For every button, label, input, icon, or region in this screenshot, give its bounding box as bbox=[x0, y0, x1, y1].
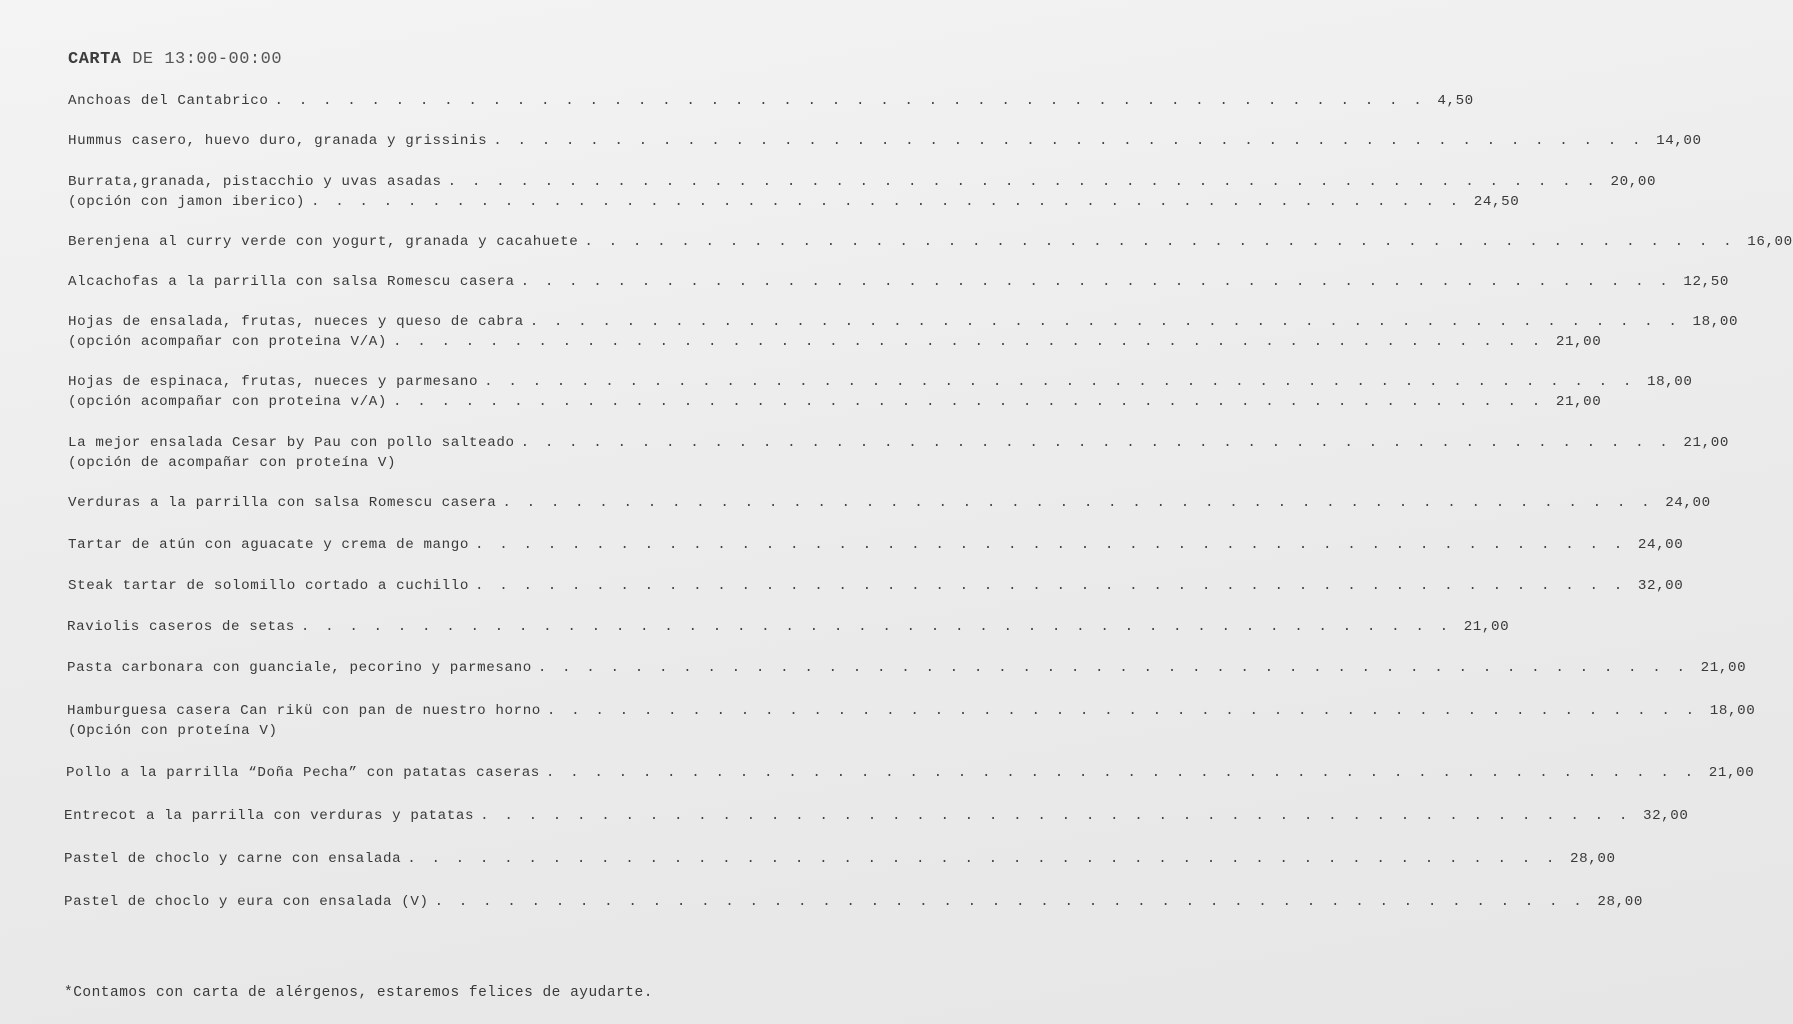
menu-item-price: 21,00 bbox=[1708, 765, 1755, 781]
dot-leader: . . . . . . . . . . . . . . . . . . . . . . . . . . . . . . . . . . . . . . . . . . . . . . . . bbox=[546, 703, 1698, 719]
dot-leader: . . . . . . . . . . . . . . . . . . . . . . . . . . . . . . . . . . . . . . . . . . . . . . . . bbox=[584, 234, 1736, 250]
menu-hours: DE 13:00-00:00 bbox=[132, 50, 283, 69]
menu-item-price: 18,00 bbox=[1646, 374, 1693, 390]
menu-item-price: 28,00 bbox=[1597, 894, 1643, 910]
menu-item bbox=[67, 660, 1747, 676]
menu-item-name: (opción acompañar con proteina V/A) bbox=[68, 334, 387, 350]
menu-item-name: Pollo a la parrilla “Doña Pecha” con patatas caseras bbox=[66, 765, 540, 781]
dot-leader: . . . . . . . . . . . . . . . . . . . . . . . . . . . . . . . . . . . . . . . . . . . . . . . . bbox=[520, 435, 1672, 451]
menu-item-price: 14,00 bbox=[1656, 133, 1702, 149]
menu-item-price: 21,00 bbox=[1555, 334, 1602, 350]
menu-title: CARTA bbox=[68, 50, 122, 69]
menu-item-name: (opción acompañar con proteina v/A) bbox=[68, 394, 387, 410]
menu-item-name: (opción de acompañar con proteína V) bbox=[68, 455, 397, 471]
allergen-note: *Contamos con carta de alérgenos, estaremos felices de ayudarte. bbox=[64, 985, 653, 1001]
menu-item-name: Berenjena al curry verde con yogurt, granada y cacahuete bbox=[68, 234, 579, 250]
menu-item bbox=[68, 495, 1711, 511]
menu-item-name: Burrata,granada, pistacchio y uvas asadas bbox=[68, 174, 442, 190]
menu-item-price: 24,00 bbox=[1665, 495, 1711, 511]
menu-item bbox=[68, 394, 1602, 410]
menu-item-price: 4,50 bbox=[1437, 93, 1474, 109]
dot-leader: . . . . . . . . . . . . . . . . . . . . . . . . . . . . . . . . . . . . . . . . . . . . . . . . bbox=[545, 765, 1697, 781]
dot-leader: . . . . . . . . . . . . . . . . . . . . . . . . . . . . . . . . . . . . . . . . . . . . . . . . bbox=[447, 174, 1599, 190]
menu-item bbox=[68, 133, 1702, 149]
menu-item-price: 18,00 bbox=[1709, 703, 1756, 719]
dot-leader: . . . . . . . . . . . . . . . . . . . . . . . . . . . . . . . . . . . . . . . . . . . . . . . . bbox=[502, 495, 1654, 511]
menu-item-price: 32,00 bbox=[1642, 808, 1689, 824]
menu-item-name: Hamburguesa casera Can rikü con pan de nuestro horno bbox=[67, 703, 541, 719]
dot-leader: . . . . . . . . . . . . . . . . . . . . . . . . . . . . . . . . . . . . . . . . . . . . . . . . bbox=[393, 334, 1544, 350]
menu-item bbox=[68, 723, 693, 739]
dot-leader: . . . . . . . . . . . . . . . . . . . . . . . . . . . . . . . . . . . . . . . . . . . . . . . . bbox=[300, 619, 1452, 635]
menu-item bbox=[68, 274, 1729, 290]
menu-item bbox=[66, 765, 1755, 781]
menu-item-price: 21,00 bbox=[1683, 435, 1729, 451]
menu-item-price: 32,00 bbox=[1637, 578, 1684, 594]
menu-item bbox=[68, 314, 1739, 330]
menu-item-price: 21,00 bbox=[1463, 619, 1510, 635]
menu-item bbox=[68, 194, 1520, 210]
dot-leader: . . . . . . . . . . . . . . . . . . . . . . . . . . . . . . . . . . . . . . . . . . . . . . . . bbox=[480, 808, 1631, 824]
menu-item bbox=[64, 851, 1616, 867]
dot-leader: . . . . . . . . . . . . . . . . . . . . . . . . . . . . . . . . . . . . . . . . . . . . . . . . bbox=[434, 894, 1586, 910]
menu-item-price: 28,00 bbox=[1570, 851, 1616, 867]
menu-item-name: Entrecot a la parrilla con verduras y patatas bbox=[64, 808, 475, 824]
dot-leader: . . . . . . . . . . . . . . . . . . . . . . . . . . . . . . . . . . . . . . . . . . . . . . . . bbox=[484, 374, 1635, 390]
menu-item bbox=[67, 703, 1756, 719]
dot-leader: . . . . . . . . . . . . . . . . . . . . . . . . . . . . . . . . . . . . . . . . . . . . . . . . bbox=[407, 851, 1559, 867]
menu-item-price: 24,00 bbox=[1637, 537, 1684, 553]
menu-item bbox=[68, 578, 1684, 594]
menu-item-name: La mejor ensalada Cesar by Pau con pollo salteado bbox=[68, 435, 515, 451]
menu-item-name: Hojas de espinaca, frutas, nueces y parmesano bbox=[68, 374, 479, 390]
menu-item bbox=[68, 374, 1693, 390]
dot-leader: . . . . . . . . . . . . . . . . . . . . . . . . . . . . . . . . . . . . . . . . . . . . . . . . bbox=[520, 274, 1672, 290]
menu-item bbox=[68, 537, 1684, 553]
menu-item bbox=[68, 455, 693, 471]
menu-item-price: 12,50 bbox=[1683, 274, 1729, 290]
menu-item-name: Pasta carbonara con guanciale, pecorino y parmesano bbox=[67, 660, 532, 676]
menu-item bbox=[68, 234, 1793, 250]
menu-item-name: Alcachofas a la parrilla con salsa Romescu casera bbox=[68, 274, 515, 290]
dot-leader: . . . . . . . . . . . . . . . . . . . . . . . . . . . . . . . . . . . . . . . . . . . . . . . . bbox=[310, 194, 1462, 210]
menu-item-name: Steak tartar de solomillo cortado a cuchillo bbox=[68, 578, 470, 594]
dot-leader: . . . . . . . . . . . . . . . . . . . . . . . . . . . . . . . . . . . . . . . . . . . . . . . . bbox=[493, 133, 1645, 149]
menu-item-price: 20,00 bbox=[1610, 174, 1657, 190]
menu-item-name: Pastel de choclo y eura con ensalada (V) bbox=[64, 894, 429, 910]
menu-item-name: Hojas de ensalada, frutas, nueces y queso de cabra bbox=[68, 314, 524, 330]
menu-item-name: Raviolis caseros de setas bbox=[67, 619, 295, 635]
menu-item bbox=[68, 93, 1474, 109]
dot-leader: . . . . . . . . . . . . . . . . . . . . . . . . . . . . . . . . . . . . . . . . . . . . . . . . bbox=[475, 537, 1626, 553]
dot-leader: . . . . . . . . . . . . . . . . . . . . . . . . . . . . . . . . . . . . . . . . . . . . . . . . bbox=[274, 93, 1426, 109]
menu-item-name: (opción con jamon iberico) bbox=[68, 194, 305, 210]
menu-item bbox=[68, 435, 1729, 451]
menu-item-name: Verduras a la parrilla con salsa Romescu casera bbox=[68, 495, 497, 511]
menu-item-name: Anchoas del Cantabrico bbox=[68, 93, 269, 109]
menu-item bbox=[64, 808, 1689, 824]
menu-item-price: 18,00 bbox=[1692, 314, 1739, 330]
menu-item-name: Pastel de choclo y carne con ensalada bbox=[64, 851, 402, 867]
dot-leader: . . . . . . . . . . . . . . . . . . . . . . . . . . . . . . . . . . . . . . . . . . . . . . . . bbox=[393, 394, 1544, 410]
menu-item-price: 16,00 bbox=[1747, 234, 1793, 250]
menu-item-name: Tartar de atún con aguacate y crema de mango bbox=[68, 537, 470, 553]
menu-item-price: 21,00 bbox=[1700, 660, 1747, 676]
menu-item bbox=[67, 619, 1510, 635]
menu-item bbox=[68, 174, 1657, 190]
menu-item-name: (Opción con proteína V) bbox=[68, 723, 278, 739]
dot-leader: . . . . . . . . . . . . . . . . . . . . . . . . . . . . . . . . . . . . . . . . . . . . . . . . bbox=[537, 660, 1689, 676]
menu-item-price: 21,00 bbox=[1555, 394, 1602, 410]
menu-item bbox=[68, 334, 1602, 350]
dot-leader: . . . . . . . . . . . . . . . . . . . . . . . . . . . . . . . . . . . . . . . . . . . . . . . . bbox=[475, 578, 1626, 594]
menu-item-name: Hummus casero, huevo duro, granada y grissinis bbox=[68, 133, 488, 149]
dot-leader: . . . . . . . . . . . . . . . . . . . . . . . . . . . . . . . . . . . . . . . . . . . . . . . . bbox=[529, 314, 1681, 330]
menu-item-price: 24,50 bbox=[1473, 194, 1520, 210]
menu-item bbox=[64, 894, 1643, 910]
